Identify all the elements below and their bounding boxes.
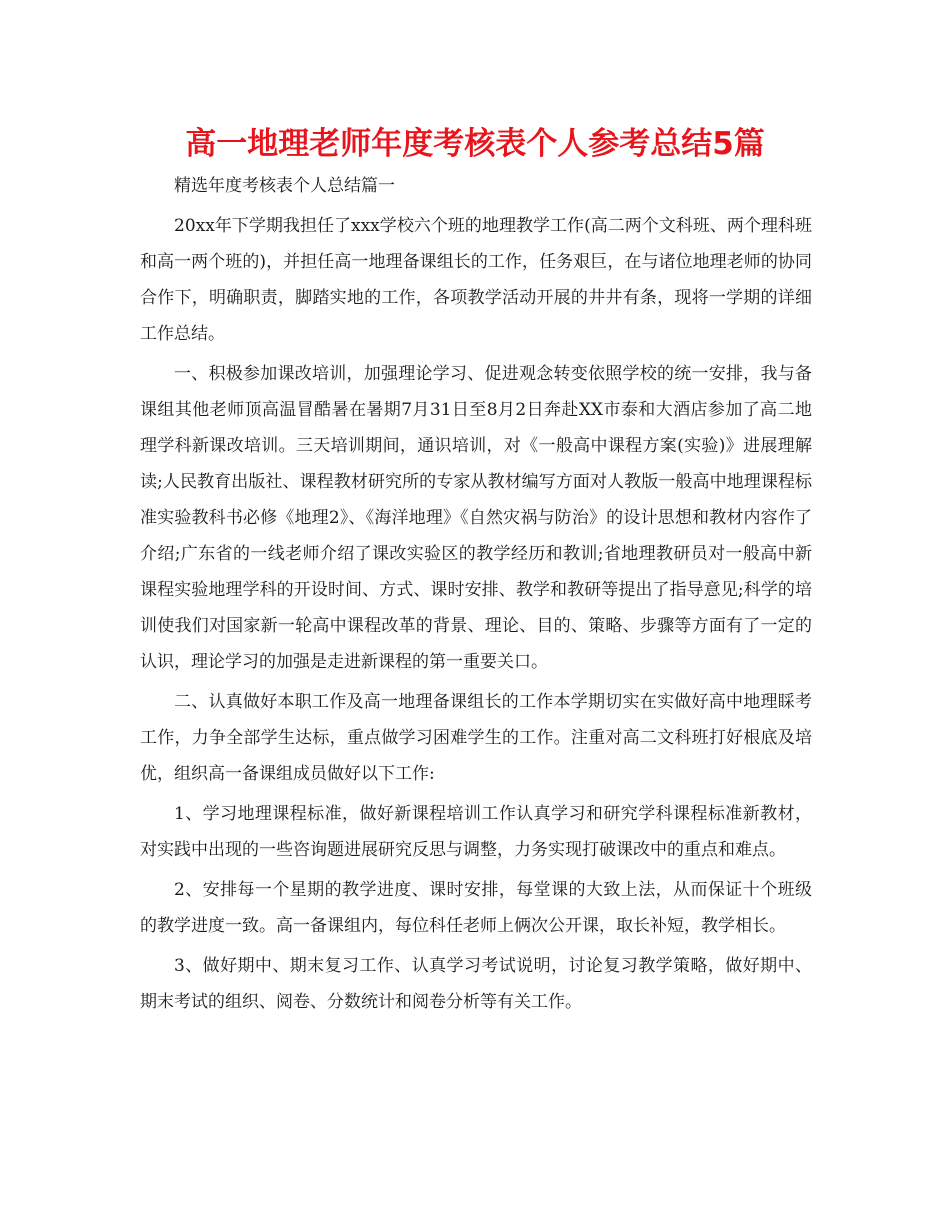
paragraph-item-3: 3、做好期中、期末复习工作、认真学习考试说明，讨论复习教学策略，做好期中、期末考试的组织、阅卷、分数统计和阅卷分析等有关工作。 [140,956,812,1012]
paragraph-item-1: 1、学习地理课程标准，做好新课程培训工作认真学习和研究学科课程标准新教材，对实践中出现的一些咨询题进展研究反思与调整，力务实现打破课改中的重点和难点。 [140,804,812,860]
document-body [140,168,812,1024]
paragraph-intro: 20xx年下学期我担任了xxx学校六个班的地理教学工作(高二两个文科班、两个理科班和高一两个班的)，并担任高一地理备课组长的工作，任务艰巨，在与诸位地理老师的协同合作下，明确职责，脚踏实地的工作，各项教学活动开展的井井有条，现将一学期的详细工作总结。 [140,216,812,344]
paragraph-duties: 二、认真做好本职工作及高一地理备课组长的工作本学期切实在实做好高中地理睬考工作，力争全部学生达标，重点做学习困难学生的工作。注重对高二文科班打好根底及培优，组织高一备课组成员做好以下工作: [140,692,812,784]
paragraph-item-2: 2、安排每一个星期的教学进度、课时安排，每堂课的大致上法，从而保证十个班级的教学进度一致。高一备课组内，每位科任老师上俩次公开课，取长补短，教学相长。 [140,880,812,936]
section-subtitle: 精选年度考核表个人总结篇一 [174,176,395,196]
paragraph-training: 一、积极参加课改培训，加强理论学习、促进观念转变依照学校的统一安排，我与备课组其他老师顶高温冒酷暑在暑期7月31日至8月2日奔赴XX市泰和大酒店参加了高二地理学科新课改培训。三天培训期间，通识培训，对《一般高中课程方案(实验)》进展理解读;人民教育出版社、课程教材研究所的专家从教材编写方面对人教版一般高中地理课程标准实验教科书必修《地理2》、《海洋地理》《自然灾祸与防治》的设计思想和教材内容作了介绍;广东省的一线老师介绍了课改实验区的教学经历和教训;省地理教研员对一般高中新课程实验地理学科的开设时间、方式、课时安排、教学和教研等提出了指导意见;科学的培训使我们对国家新一轮高中课程改革的背景、理论、目的、策略、步骤等方面有了一定的认识，理论学习的加强是走进新课程的第一重要关口。 [140,364,812,672]
document-title: 高一地理老师年度考核表个人参考总结5篇 [185,126,765,162]
